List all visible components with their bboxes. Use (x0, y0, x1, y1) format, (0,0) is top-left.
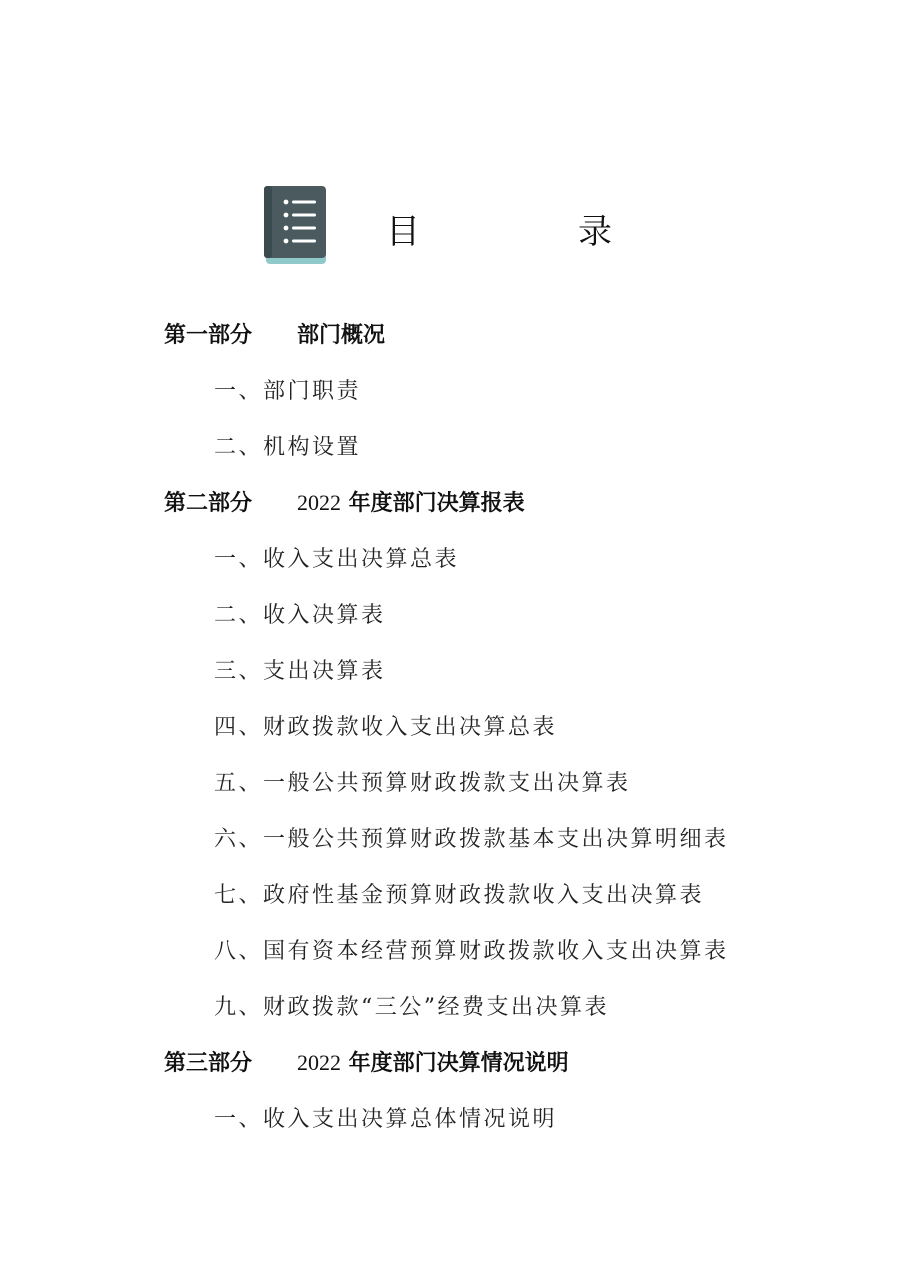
document-list-icon (264, 186, 330, 266)
toc-item[interactable]: 一、部门职责 (214, 379, 362, 404)
toc-item[interactable]: 四、财政拨款收入支出决算总表 (214, 715, 558, 740)
toc-item[interactable]: 九、财政拨款“三公”经费支出决算表 (214, 995, 609, 1020)
toc-item[interactable]: 五、一般公共预算财政拨款支出决算表 (214, 771, 631, 796)
toc-part-2[interactable] (164, 486, 525, 517)
page-title: 目 录 (386, 212, 674, 252)
toc-item[interactable]: 二、收入决算表 (214, 603, 386, 628)
toc-item[interactable]: 二、机构设置 (214, 435, 362, 460)
part-title: 年度部门决算情况说明 (341, 1051, 569, 1076)
part-number: 第一部分 (164, 323, 253, 348)
toc-part-1[interactable] (164, 318, 385, 349)
toc-item[interactable]: 七、政府性基金预算财政拨款收入支出决算表 (214, 883, 705, 908)
toc-item[interactable]: 一、收入支出决算总表 (214, 547, 460, 572)
part-year: 2022 (297, 1050, 341, 1075)
toc-item[interactable]: 六、一般公共预算财政拨款基本支出决算明细表 (214, 827, 729, 852)
toc-item[interactable]: 八、国有资本经营预算财政拨款收入支出决算表 (214, 939, 729, 964)
part-number: 第二部分 (164, 491, 253, 516)
toc-part-3[interactable] (164, 1046, 569, 1077)
toc-item[interactable]: 一、收入支出决算总体情况说明 (214, 1107, 558, 1132)
toc-header (264, 186, 674, 266)
part-year: 2022 (297, 490, 341, 515)
part-title: 部门概况 (297, 323, 386, 348)
part-number: 第三部分 (164, 1051, 253, 1076)
part-title: 年度部门决算报表 (341, 491, 525, 516)
toc-item[interactable]: 三、支出决算表 (214, 659, 386, 684)
